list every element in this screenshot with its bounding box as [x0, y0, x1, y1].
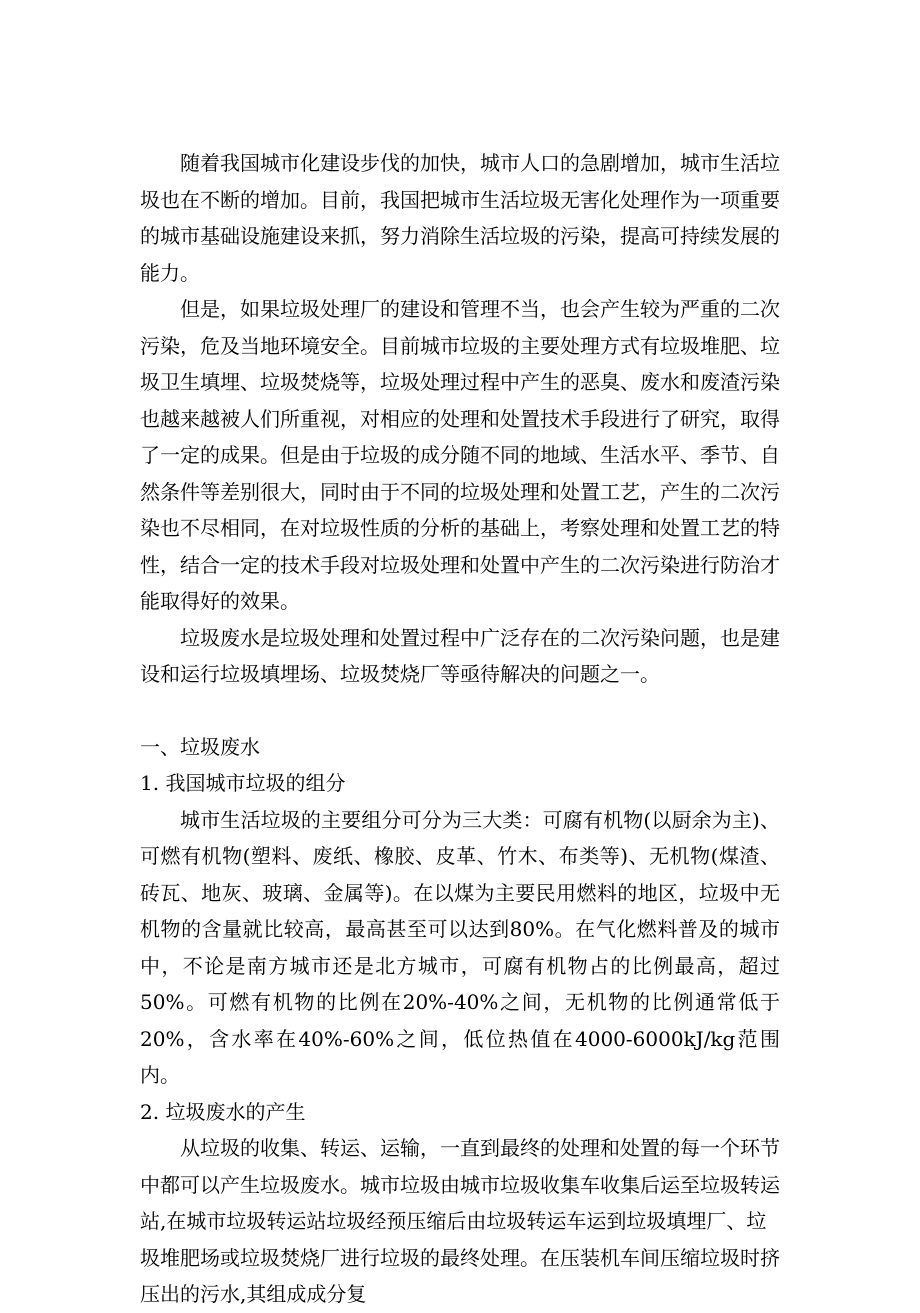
subsection-1-body: 城市生活垃圾的主要组分可分为三大类：可腐有机物(以厨余为主)、可燃有机物(塑料、废纸、橡胶、皮革、竹木、布类等)、无机物(煤渣、砖瓦、地灰、玻璃、金属等)。在以煤为主要民用燃料的地区，垃圾中无机物的含量就比较高，最高甚至可以达到80%。在气化燃料普及的城市中，不论是南方城市还是北方城市，可腐有机物占的比例最高，超过50%。可燃有机物的比例在20%-40%之间，无机物的比例通常低于20%，含水率在40%-60%之间，低位热值在4000-6000kJ/kg范围内。 — [140, 807, 780, 1087]
section-spacer — [140, 693, 780, 729]
intro-paragraph-2: 但是，如果垃圾处理厂的建设和管理不当，也会产生较为严重的二次污染，危及当地环境安全。目前城市垃圾的主要处理方式有垃圾堆肥、垃圾卫生填埋、垃圾焚烧等，垃圾处理过程中产生的恶臭、废水和废渣污染也越来越被人们所重视，对相应的处理和处置技术手段进行了研究，取得了一定的成果。但是由于垃圾的成分随不同的地域、生活水平、季节、自然条件等差别很大，同时由于不同的垃圾处理和处置工艺，产生的二次污染也不尽相同，在对垃圾性质的分析的基础上，考察处理和处置工艺的特性，结合一定的技术手段对垃圾处理和处置中产生的二次污染进行防治才能取得好的效果。 — [140, 297, 780, 613]
subsection-1-title: 1. 我国城市垃圾的组分 — [140, 771, 346, 795]
intro-paragraph-3: 垃圾废水是垃圾处理和处置过程中广泛存在的二次污染问题，也是建设和运行垃圾填埋场、垃圾焚烧厂等亟待解决的问题之一。 — [140, 625, 780, 686]
intro-paragraph-1: 随着我国城市化建设步伐的加快，城市人口的急剧增加，城市生活垃圾也在不断的增加。目前，我国把城市生活垃圾无害化处理作为一项重要的城市基础设施建设来抓，努力消除生活垃圾的污染，提高可持续发展的能力。 — [140, 151, 780, 285]
subsection-2-title: 2. 垃圾废水的产生 — [140, 1099, 306, 1124]
subsection-2-body: 从垃圾的收集、转运、运输，一直到最终的处理和处置的每一个环节中都可以产生垃圾废水。城市垃圾由城市垃圾收集车收集后运至垃圾转运站,在城市垃圾转运站垃圾经预压缩后由垃圾转运车运到垃圾填埋厂、垃圾堆肥场或垃圾焚烧厂进行垃圾的最终处理。在压装机车间压缩垃圾时挤压出的污水,其组成成分复 — [140, 1136, 780, 1306]
section-title: 一、垃圾废水 — [140, 734, 260, 759]
document-body — [140, 145, 780, 1313]
